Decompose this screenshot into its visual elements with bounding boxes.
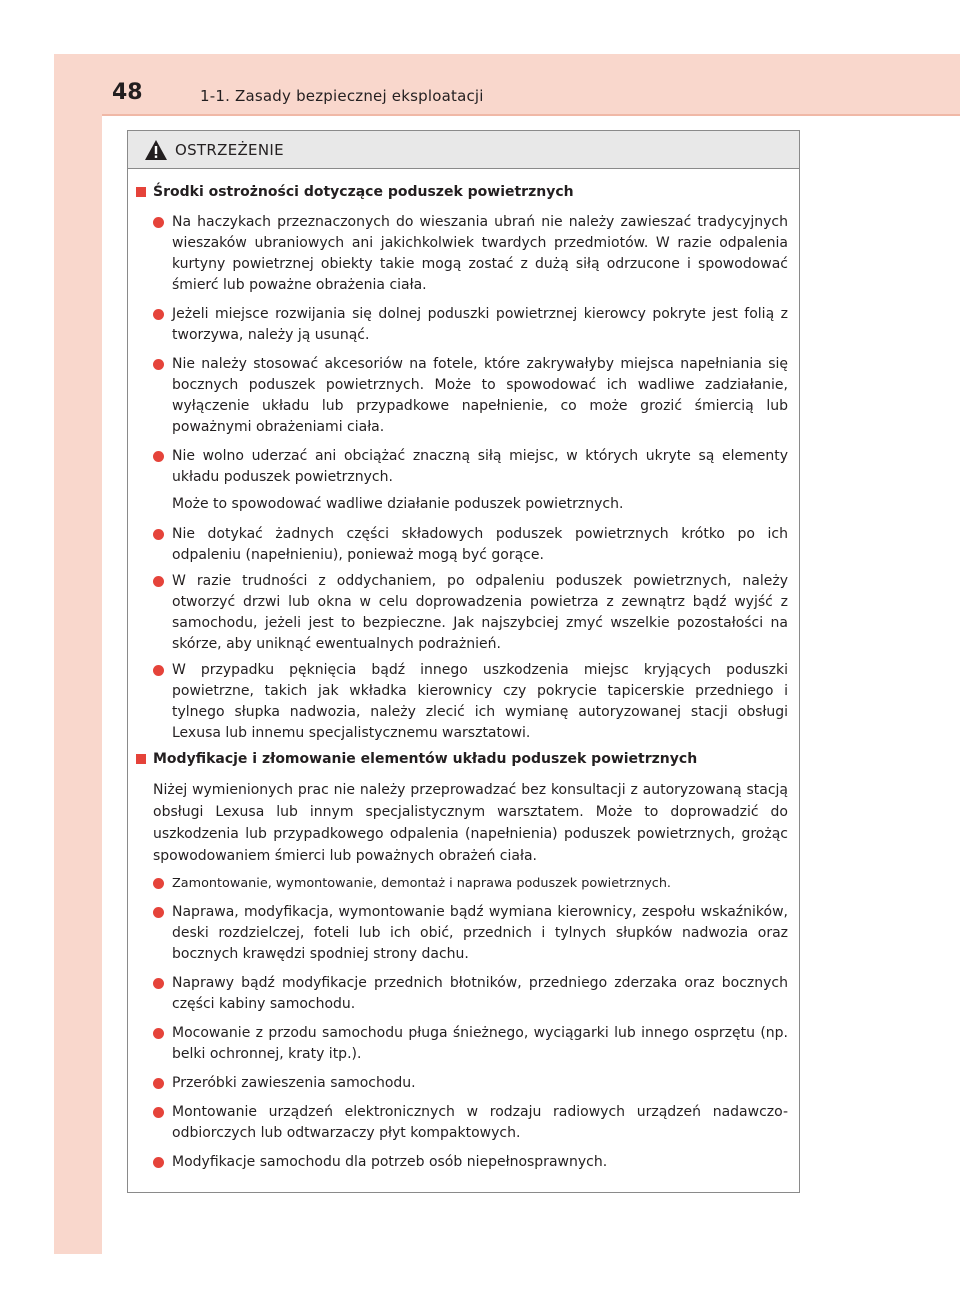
section-heading-text: Środki ostrożności dotyczące poduszek powietrznych (153, 184, 574, 200)
list-item-text: Mocowanie z przodu samochodu pługa śnieżnego, wyciągarki lub innego osprzętu (np. belki ochronnej, kraty itp.). (172, 1025, 788, 1062)
round-bullet-icon (153, 359, 164, 370)
list-item-text: Na haczykach przeznaczonych do wieszania ubrań nie należy zawieszać tradycyjnych wieszaków ubraniowych ani jakichkolwiek twardych przedmiotów. W razie odpalenia kurtyny powietrznej obiekty takie mogą zostać z dużą siłą odrzucone i spowodować śmierć lub poważne obrażenia ciała. (172, 214, 788, 293)
page-number: 48 (112, 80, 143, 105)
header-color-band (102, 54, 960, 114)
list-item-text: Modyfikacje samochodu dla potrzeb osób niepełnosprawnych. (172, 1154, 608, 1170)
list-item-text: Naprawa, modyfikacja, wymontowanie bądź wymiana kierownicy, zespołu wskaźników, deski rozdzielczej, foteli lub ich obić, przednich i tylnych słupków nadwozia oraz bocznych krawędzi spodniej strony dachu. (172, 904, 788, 962)
list-item (136, 660, 788, 744)
list-item (136, 902, 788, 965)
list-item (136, 354, 788, 438)
list-item-text: Nie należy stosować akcesoriów na fotele, które zakrywałyby miejsca napełniania się bocznych poduszek powietrznych. Może to spowodować ich wadliwe zadziałanie, wyłączenie układu lub przypadkowe napełnienie, co może grozić śmiercią lub poważnymi obrażeniami ciała. (172, 356, 788, 435)
list-item-text: Naprawy bądź modyfikacje przednich błotników, przedniego zderzaka oraz bocznych części kabiny samochodu. (172, 975, 788, 1012)
list-item-text: Montowanie urządzeń elektronicznych w rodzaju radiowych urządzeń nadawczo-odbiorczych lub odtwarzaczy płyt kompaktowych. (172, 1104, 788, 1141)
list-item-text: Zamontowanie, wymontowanie, demontaż i naprawa poduszek powietrznych. (172, 876, 672, 891)
round-bullet-icon (153, 665, 164, 676)
warning-box (127, 130, 800, 1193)
square-bullet-icon (136, 187, 146, 197)
list-item (136, 212, 788, 296)
list-item (136, 524, 788, 566)
round-bullet-icon (153, 1107, 164, 1118)
list-item (136, 873, 788, 894)
list-item-note: Może to spowodować wadliwe działanie poduszek powietrznych. (172, 496, 624, 512)
round-bullet-icon (153, 878, 164, 889)
round-bullet-icon (153, 907, 164, 918)
list-item (136, 571, 788, 655)
warning-header (128, 131, 799, 169)
list-item-text: W przypadku pęknięcia bądź innego uszkodzenia miejsc kryjących poduszki powietrzne, takich jak wkładka kierownicy czy pokrycie tapicerskie przedniego i tylnego słupka nadwozia, należy zlecić ich wymianę autoryzowanej stacji obsługi Lexusa lub innemu specjalistycznemu warsztatowi. (172, 662, 788, 741)
list-item (136, 304, 788, 346)
warning-content (136, 182, 788, 1181)
list-item-text: Nie dotykać żadnych części składowych poduszek powietrznych krótko po ich odpaleniu (napełnieniu), ponieważ mogą być gorące. (172, 526, 788, 563)
list-item (136, 1102, 788, 1144)
round-bullet-icon (153, 309, 164, 320)
round-bullet-icon (153, 217, 164, 228)
list-item-text: W razie trudności z oddychaniem, po odpaleniu poduszek powietrznych, należy otworzyć drzwi lub okna w celu doprowadzenia powietrza z zewnątrz bądź wyjść z samochodu, jeżeli jest to bezpieczne. Jak najszybciej zmyć wszelkie pozostałości na skórze, aby uniknąć ewentualnych podrażnień. (172, 573, 788, 652)
section-heading-airbag-precautions (136, 182, 788, 203)
list-item (136, 1023, 788, 1065)
round-bullet-icon (153, 529, 164, 540)
side-color-band (54, 54, 102, 1254)
section-heading-modifications (136, 749, 788, 770)
list-item (136, 446, 788, 488)
list-item-text: Jeżeli miejsce rozwijania się dolnej poduszki powietrznej kierowcy pokryte jest folią z tworzywa, należy ją usunąć. (172, 306, 788, 343)
list-item-text: Przeróbki zawieszenia samochodu. (172, 1075, 416, 1091)
round-bullet-icon (153, 1078, 164, 1089)
round-bullet-icon (153, 978, 164, 989)
list-item-text: Nie wolno uderzać ani obciążać znaczną siłą miejsc, w których ukryte są elementy układu poduszek powietrznych. (172, 448, 788, 485)
round-bullet-icon (153, 1028, 164, 1039)
list-item (136, 973, 788, 1015)
warning-label: OSTRZEŻENIE (175, 140, 284, 159)
section-title: 1-1. Zasady bezpiecznej eksploatacji (200, 87, 484, 105)
warning-triangle-icon (144, 139, 168, 161)
round-bullet-icon (153, 1157, 164, 1168)
section-heading-text: Modyfikacje i złomowanie elementów układu poduszek powietrznych (153, 751, 698, 767)
list-item (136, 1152, 788, 1173)
list-item (136, 1073, 788, 1094)
round-bullet-icon (153, 451, 164, 462)
section-intro: Niżej wymienionych prac nie należy przeprowadzać bez konsultacji z autoryzowaną stacją obsługi Lexusa lub innym specjalistycznym warsztatem. Może to doprowadzić do uszkodzenia lub przypadkowego odpalenia (napełnienia) poduszek powietrznych, grożąc spowodowaniem śmierci lub poważnych obrażeń ciała. (153, 782, 788, 864)
header-rule (102, 114, 960, 116)
round-bullet-icon (153, 576, 164, 587)
square-bullet-icon (136, 754, 146, 764)
